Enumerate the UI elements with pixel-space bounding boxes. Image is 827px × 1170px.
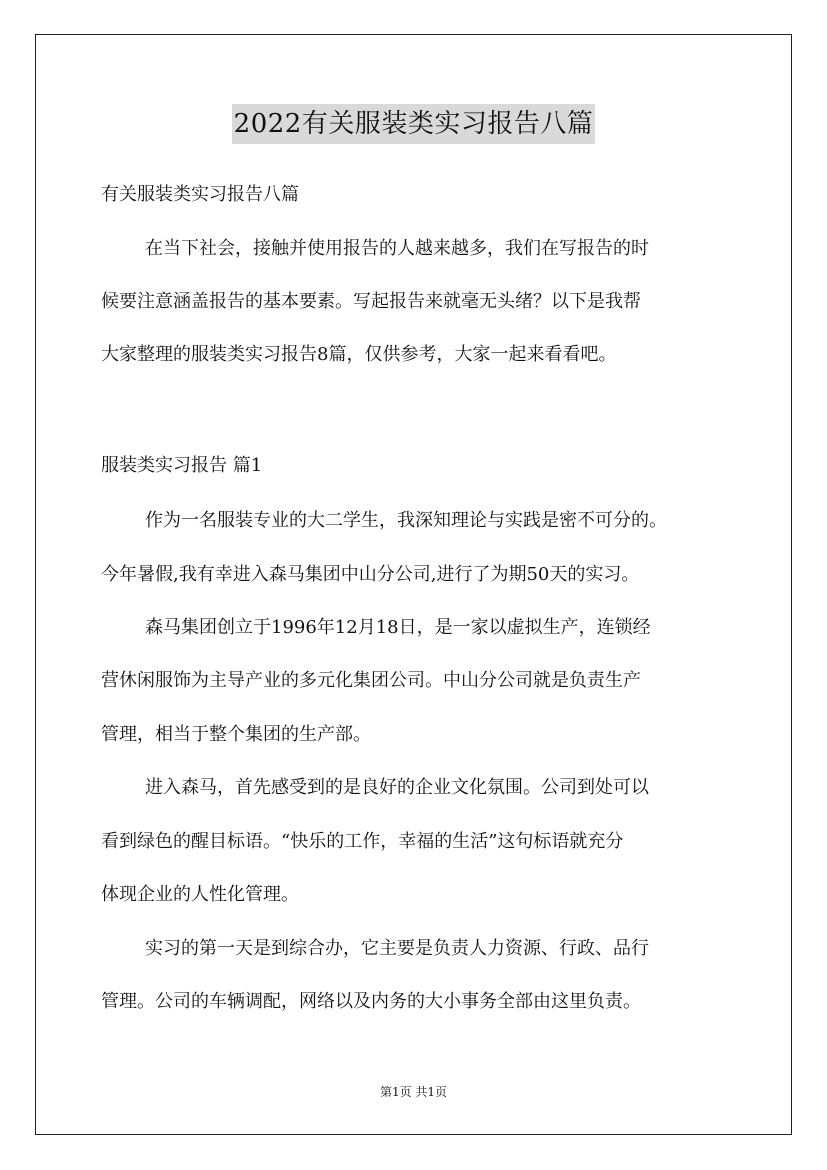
page-number-footer: 第1页 共1页 [379, 1085, 448, 1099]
intro-line-3: 大家整理的服装类实习报告8篇，仅供参考，大家一起来看看吧。 [101, 344, 617, 365]
body-line-6: 进入森马，首先感受到的是良好的企业文化氛围。公司到处可以 [145, 777, 649, 798]
document-subtitle: 有关服装类实习报告八篇 [101, 184, 299, 205]
body-line-2: 今年暑假,我有幸进入森马集团中山分公司,进行了为期50天的实习。 [101, 564, 640, 585]
document-title: 2022有关服装类实习报告八篇 [232, 104, 596, 144]
body-line-3: 森马集团创立于1996年12月18日，是一家以虚拟生产，连锁经 [145, 617, 651, 638]
body-line-10: 管理。公司的车辆调配，网络以及内务的大小事务全部由这里负责。 [101, 991, 641, 1012]
body-line-7: 看到绿色的醒目标语。“快乐的工作，幸福的生活”这句标语就充分 [101, 831, 624, 852]
body-line-8: 体现企业的人性化管理。 [101, 884, 299, 905]
body-line-1: 作为一名服装专业的大二学生，我深知理论与实践是密不可分的。 [145, 510, 667, 531]
section-heading: 服装类实习报告 篇1 [101, 455, 263, 476]
intro-line-1: 在当下社会，接触并使用报告的人越来越多，我们在写报告的时 [145, 238, 649, 259]
body-line-9: 实习的第一天是到综合办，它主要是负责人力资源、行政、品行 [145, 938, 649, 959]
body-line-5: 管理，相当于整个集团的生产部。 [101, 724, 371, 745]
intro-line-2: 候要注意涵盖报告的基本要素。写起报告来就毫无头绪？以下是我帮 [101, 291, 641, 312]
body-line-4: 营休闲服饰为主导产业的多元化集团公司。中山分公司就是负责生产 [101, 670, 641, 691]
document-title-wrap [0, 104, 827, 144]
